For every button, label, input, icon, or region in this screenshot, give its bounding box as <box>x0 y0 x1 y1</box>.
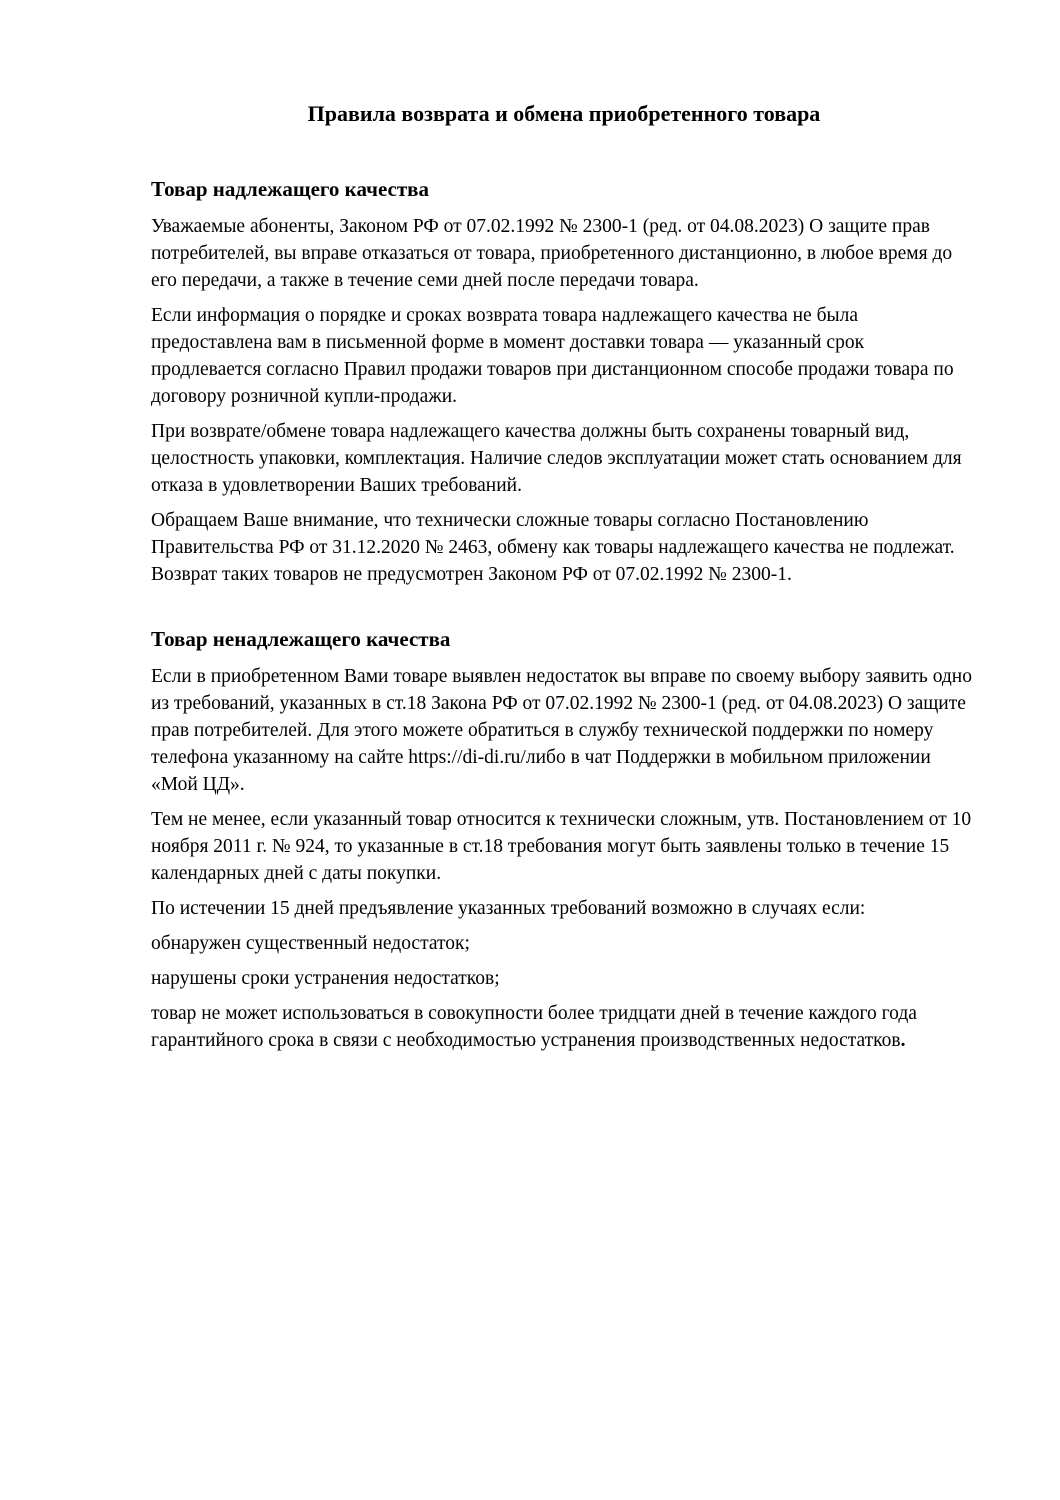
paragraph-case-thirty-days-unusable <box>151 1000 977 1054</box>
section-proper-quality <box>151 176 977 588</box>
paragraph-case-essential-defect: обнаружен существенный недостаток; <box>151 933 470 954</box>
paragraph-distance-refusal: Уважаемые абоненты, Законом РФ от 07.02.1992 № 2300-1 (ред. от 04.08.2023) О защите прав потребителей, вы вправе отказаться от товара, приобретенного дистанционно, в любое время до его передачи, а также в течение семи дней после передачи товара. <box>151 216 953 291</box>
paragraph-after-fifteen-days: По истечении 15 дней предъявление указанных требований возможно в случаях если: <box>151 898 866 919</box>
section-heading-improper-quality: Товар ненадлежащего качества <box>151 627 451 651</box>
paragraph-technically-complex-goods: Обращаем Ваше внимание, что технически сложные товары согласно Постановлению Правительства РФ от 31.12.2020 № 2463, обмену как товары надлежащего качества не подлежат. Возврат таких товаров не предусмотрен Законом РФ от 07.02.1992 № 2300-1. <box>151 510 955 585</box>
document-title: Правила возврата и обмена приобретенного товара <box>307 101 821 126</box>
paragraph-written-form-extension: Если информация о порядке и сроках возврата товара надлежащего качества не была предоставлена вам в письменной форме в момент доставки товара — указанный срок продлевается согласно Правил продажи товаров при дистанционном способе продажи товара по договору розничной купли-продажи. <box>151 305 954 407</box>
section-improper-quality <box>151 626 977 1054</box>
paragraph-case-thirty-days-text: товар не может использоваться в совокупности более тридцати дней в течение каждого года гарантийного срока в связи с необходимостью устранения производственных недостатков <box>151 1003 917 1051</box>
paragraph-case-repair-terms-violated: нарушены сроки устранения недостатков; <box>151 968 500 989</box>
paragraph-return-conditions: При возврате/обмене товара надлежащего качества должны быть сохранены товарный вид, целостность упаковки, комплектация. Наличие следов эксплуатации может стать основанием для отказа в удовлетворении Ваших требований. <box>151 421 962 496</box>
paragraph-final-period: . <box>900 1030 906 1051</box>
section-heading-proper-quality: Товар надлежащего качества <box>151 177 430 201</box>
paragraph-fifteen-days-limit: Тем не менее, если указанный товар относится к технически сложным, утв. Постановлением от 10 ноября 2011 г. № 924, то указанные в ст.18 требования могут быть заявлены только в течение 15 календарных дней с даты покупки. <box>151 809 972 884</box>
paragraph-defect-claims: Если в приобретенном Вами товаре выявлен недостаток вы вправе по своему выбору заявить одно из требований, указанных в ст.18 Закона РФ от 07.02.1992 № 2300-1 (ред. от 04.08.2023) О защите прав потребителей. Для этого можете обратиться в службу технической поддержки по номеру телефона указанному на сайте https://di-di.ru/либо в чат Поддержки в мобильном приложении «Мой ЦД». <box>151 666 972 795</box>
